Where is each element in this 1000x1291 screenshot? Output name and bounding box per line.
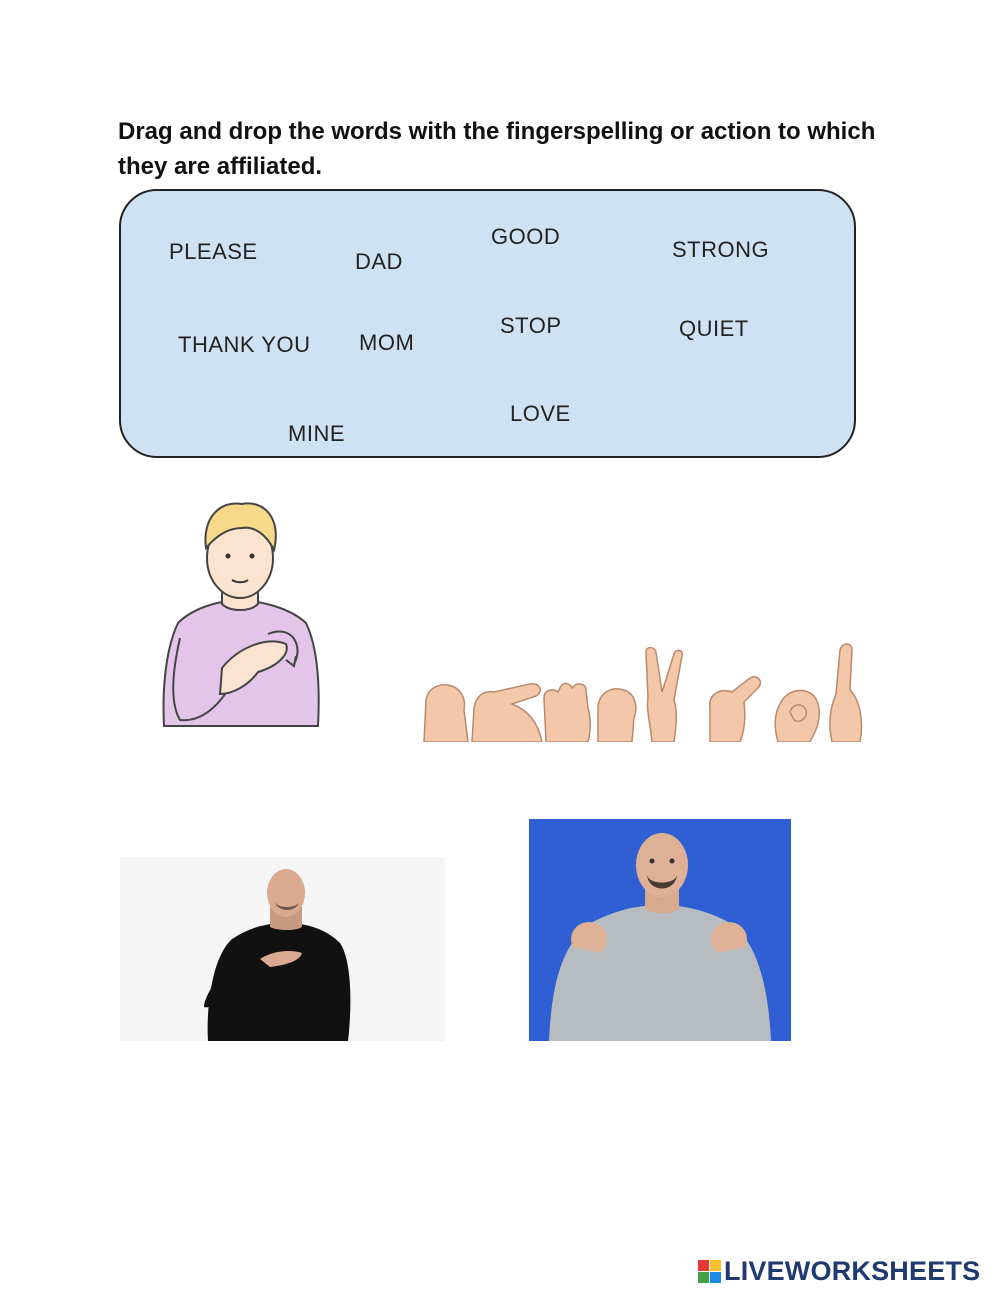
logo-text: LIVEWORKSHEETS <box>724 1255 981 1286</box>
illustration-chest-sign[interactable] <box>158 498 322 728</box>
word-mine[interactable]: MINE <box>288 421 345 446</box>
word-mom[interactable]: MOM <box>359 330 415 355</box>
word-please[interactable]: PLEASE <box>169 239 258 264</box>
word-strong[interactable]: STRONG <box>672 237 770 262</box>
word-bank <box>119 189 856 458</box>
man-grey-sweater-drawing <box>529 819 791 1041</box>
photo-man-blue-background[interactable] <box>529 819 791 1041</box>
photo-man-black-shirt[interactable] <box>120 857 445 1041</box>
liveworksheets-logo <box>698 1255 980 1287</box>
word-dad[interactable]: DAD <box>355 249 403 274</box>
instructions-text: Drag and drop the words with the fingerspelling or action to which they are affiliated. <box>118 118 876 180</box>
logo-mark-icon <box>698 1260 721 1283</box>
chest-sign-drawing <box>158 498 322 728</box>
word-quiet[interactable]: QUIET <box>679 316 749 341</box>
word-love[interactable]: LOVE <box>510 401 571 426</box>
man-black-shirt-drawing <box>120 857 445 1041</box>
fingerspelling-hands <box>420 638 872 742</box>
word-stop[interactable]: STOP <box>500 313 562 338</box>
fingerspelling-image[interactable] <box>420 638 872 742</box>
word-good[interactable]: GOOD <box>491 224 561 249</box>
word-thank-you[interactable]: THANK YOU <box>178 332 311 357</box>
